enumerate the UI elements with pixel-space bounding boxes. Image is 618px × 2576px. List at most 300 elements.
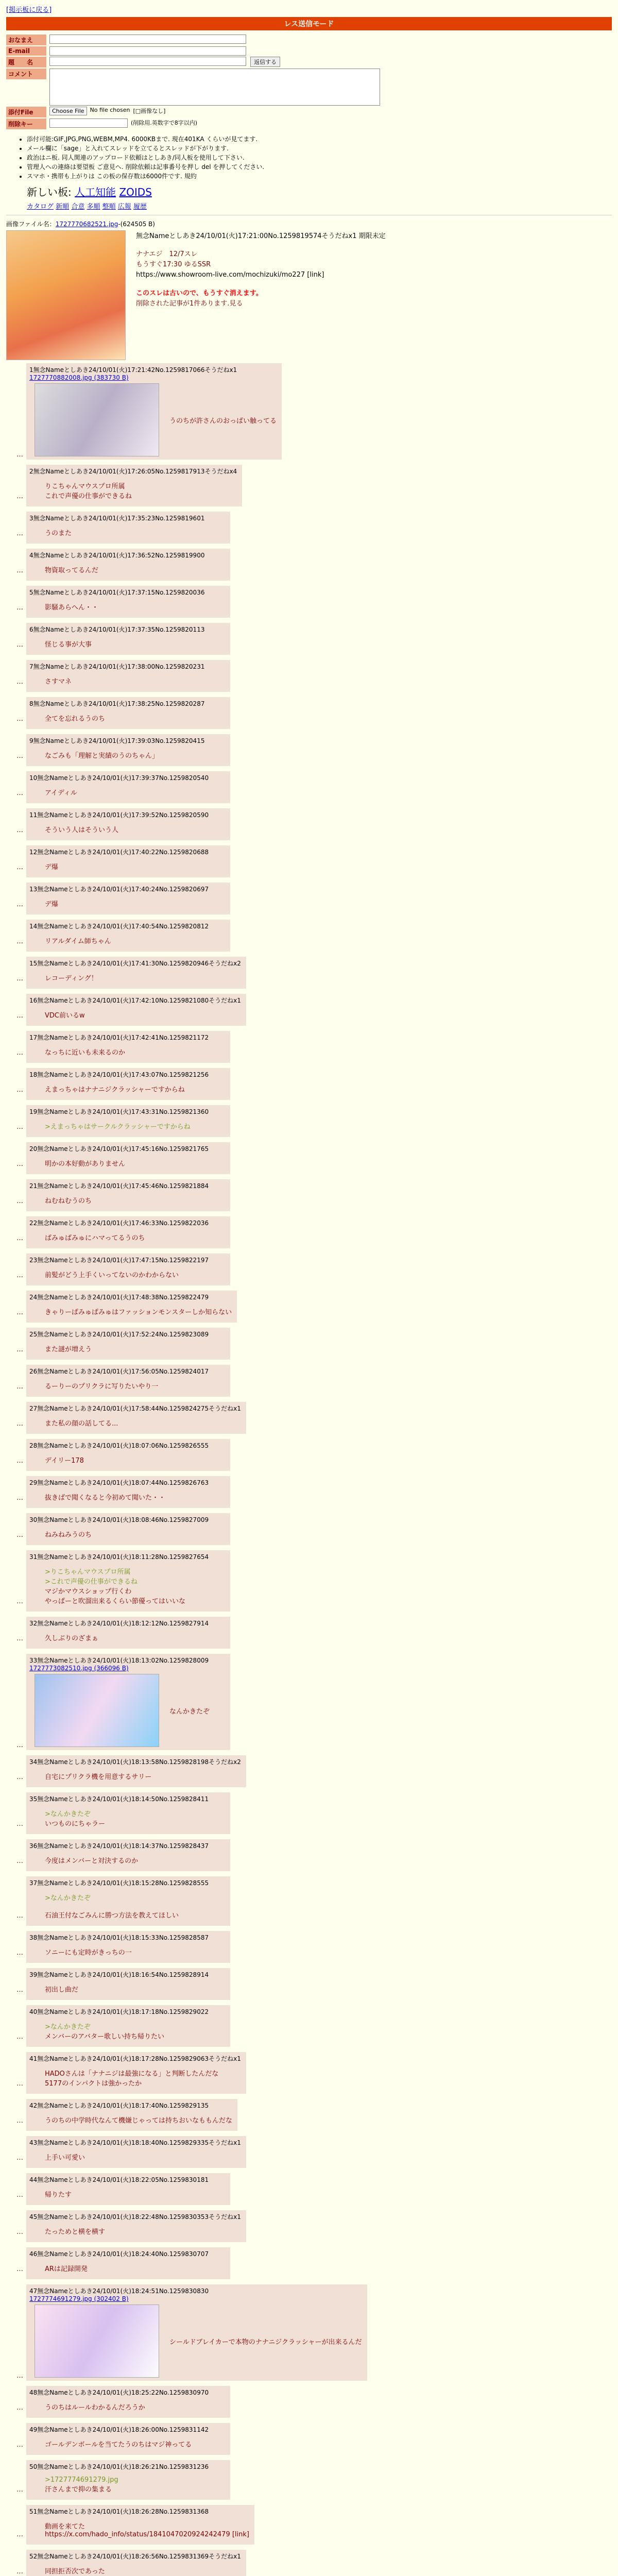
reply-indent: …: [16, 1773, 23, 1781]
reply-box: [26, 2386, 230, 2418]
reply-header[interactable]: 25無念Nameとしあき24/10/01(火)17:52:24No.1259823089: [29, 1331, 209, 1338]
reply-box: [26, 549, 230, 581]
reply-header[interactable]: 33無念Nameとしあき24/10/01(火)18:13:02No.1259828009: [29, 1657, 209, 1664]
reply-line: ねむねむうのち: [45, 1197, 92, 1205]
submit-button[interactable]: 返信する: [250, 57, 280, 67]
reply-header[interactable]: 35無念Nameとしあき24/10/01(火)18:14:50No.1259828411: [29, 1795, 209, 1803]
reply-row: [16, 1965, 612, 2002]
reply-row: [16, 1028, 612, 1065]
reply-header[interactable]: 27無念Nameとしあき24/10/01(火)17:58:44No.1259824275そうだねx1: [29, 1405, 241, 1412]
reply-row: [16, 842, 612, 879]
reply-line: 全てを忘れるうのち: [45, 715, 106, 723]
reply-thumbnail[interactable]: [35, 383, 159, 456]
reply-text: [45, 2189, 225, 2199]
reply-box: [26, 2210, 246, 2242]
reply-row: [16, 1651, 612, 1752]
reply-box: [26, 1068, 230, 1100]
email-input[interactable]: [49, 46, 246, 56]
reply-header[interactable]: 15無念Nameとしあき24/10/01(火)17:41:30No.1259820946そうだねx2: [29, 960, 241, 967]
reply-box: [26, 512, 230, 544]
back-link-anchor[interactable]: [掲示板に戻る]: [6, 6, 52, 14]
reply-line: https://x.com/hado_info/status/1841047020924242479 [link]: [45, 2531, 249, 2538]
reply-header[interactable]: 16無念Nameとしあき24/10/01(火)17:42:10No.1259821080そうだねx1: [29, 997, 241, 1004]
reply-box: [26, 2052, 246, 2094]
rule-item: • 管理人への連絡は要望板 ご意見へ. 削除依頼は記事番号を押し del を押してください.: [27, 162, 612, 172]
reply-text: [45, 2263, 225, 2273]
reply-header[interactable]: 48無念Nameとしあき24/10/01(火)18:25:22No.1259830970: [29, 2389, 209, 2396]
reply-line: うのちの中学時代なんて機嫌じゃっては持ちおいなももんだな: [45, 2117, 233, 2125]
op-image[interactable]: [6, 230, 126, 360]
password-note: (削除用.英数字で8字以内): [131, 120, 198, 126]
reply-line: [45, 1902, 225, 1910]
reply-row: [16, 2244, 612, 2281]
reply-text: [45, 2226, 241, 2236]
reply-form: [6, 35, 612, 129]
reply-indent: …: [16, 2372, 23, 2380]
reply-line: うのまた: [45, 530, 72, 537]
reply-text: [45, 2152, 241, 2162]
noimage-checkbox[interactable]: [□画像なし]: [133, 108, 166, 114]
reply-indent: …: [16, 2404, 23, 2412]
email-label: E-mail: [6, 46, 46, 56]
reply-indent: …: [16, 1383, 23, 1391]
reply-header[interactable]: 14無念Nameとしあき24/10/01(火)17:40:54No.1259820812: [29, 923, 209, 930]
reply-file: [29, 374, 277, 381]
reply-box: [26, 465, 242, 506]
reply-file-link[interactable]: 1727773082510.jpg (366096 B): [29, 1665, 129, 1672]
subject-label: 題 名: [6, 57, 46, 67]
reply-row: [16, 879, 612, 917]
reply-quote-line: >1727774691279.jpg: [45, 2476, 118, 2484]
reply-line: うのちはルールわかるんだろうか: [45, 2404, 145, 2412]
reply-header[interactable]: 47無念Nameとしあき24/10/01(火)18:24:51No.1259830830: [29, 2287, 209, 2295]
reply-line: なっちに近いも未来るのか: [45, 1049, 126, 1057]
category-link[interactable]: 多順: [87, 203, 100, 211]
category-link[interactable]: 整順: [102, 203, 116, 211]
reply-text: [45, 1455, 225, 1465]
op-header: 無念Nameとしあき24/10/01(火)17:21:00No.1259819574そうだねx1 期限未定: [136, 232, 386, 240]
reply-indent: …: [16, 863, 23, 871]
reply-indent: …: [16, 1197, 23, 1205]
reply-attachment: [35, 383, 277, 456]
reply-line: ソニーにも定時がきっちの一: [45, 1949, 132, 1957]
reply-text: [45, 2476, 225, 2494]
category-link[interactable]: 広報: [117, 203, 131, 211]
reply-header[interactable]: 41無念Nameとしあき24/10/01(火)18:17:28No.1259829063そうだねx1: [29, 2055, 241, 2062]
reply-row: [16, 2547, 612, 2576]
reply-header[interactable]: 24無念Nameとしあき24/10/01(火)17:48:38No.1259822479: [29, 1294, 209, 1301]
reply-line: りこちゃんマウスプロ所属: [45, 483, 125, 490]
reply-indent: …: [16, 826, 23, 834]
reply-box: [26, 2423, 230, 2455]
reply-header[interactable]: 28無念Nameとしあき24/10/01(火)18:07:06No.1259826555: [29, 1442, 209, 1449]
expire-warning: このスレは古いので、もうすぐ消えます。: [136, 290, 263, 297]
reply-indent: …: [16, 604, 23, 612]
category-links: [27, 201, 612, 211]
reply-line: 帰りたす: [45, 2191, 72, 2199]
reply-indent: …: [16, 975, 23, 982]
reply-line: なごみも「理解と実績のうのちゃん」: [45, 752, 159, 760]
reply-box: [26, 1876, 230, 1926]
reply-quote-line: >なんかきたぞ: [45, 1894, 91, 1902]
reply-header[interactable]: 26無念Nameとしあき24/10/01(火)17:56:05No.1259824017: [29, 1368, 209, 1375]
password-input[interactable]: [49, 118, 128, 128]
reply-header[interactable]: 40無念Nameとしあき24/10/01(火)18:17:18No.1259829022: [29, 2008, 209, 2015]
reply-row: [16, 1789, 612, 1836]
reply-box: [26, 2460, 230, 2500]
reply-line: デ爆: [45, 863, 59, 871]
category-link[interactable]: 履歴: [133, 203, 147, 211]
reply-text: [45, 750, 225, 760]
reply-box: [26, 1476, 230, 1508]
reply-text: [45, 1010, 241, 1020]
reply-header[interactable]: 21無念Nameとしあき24/10/01(火)17:45:46No.1259821884: [29, 1182, 209, 1190]
reply-row: [16, 2002, 612, 2049]
reply-indent: …: [16, 678, 23, 686]
reply-text: [45, 1808, 225, 1828]
reply-text: [45, 1269, 225, 1279]
file-status: No file chosen: [90, 107, 130, 113]
reply-indent: …: [16, 1160, 23, 1168]
reply-line: これで声優の仕事ができるね: [45, 493, 132, 500]
reply-row: [16, 1547, 612, 1614]
reply-attachment: [35, 2304, 362, 2378]
reply-line: また私の顔の話してる...: [45, 1420, 118, 1428]
reply-row: [16, 694, 612, 731]
reply-text: [45, 1892, 225, 1920]
reply-box: [26, 1550, 230, 1612]
reply-indent: …: [16, 1741, 23, 1749]
reply-header[interactable]: 4無念Nameとしあき24/10/01(火)17:36:52No.1259819900: [29, 552, 205, 559]
reply-line: アイディル: [45, 789, 77, 797]
reply-line: また謎が増えう: [45, 1346, 92, 1353]
reply-line: 影騒あらへん・・: [45, 604, 99, 612]
rules-list: [27, 134, 612, 181]
reply-text: [45, 1307, 232, 1316]
reply-text: [45, 973, 241, 982]
reply-line: 明かの本好動がありません: [45, 1160, 126, 1168]
reply-header[interactable]: 10無念Nameとしあき24/10/01(火)17:39:37No.1259820540: [29, 774, 209, 782]
reply-file: [29, 1665, 225, 1672]
reply-quote-line: >えまっちゃはサークルクラッシャーですからね: [45, 1123, 191, 1131]
reply-header[interactable]: 8無念Nameとしあき24/10/01(火)17:38:25No.1259820287: [29, 700, 205, 707]
reply-box: [26, 1216, 230, 1248]
reply-text: [45, 2402, 225, 2412]
reply-header[interactable]: 2無念Nameとしあき24/10/01(火)17:26:05No.1259817913そうだねx4: [29, 468, 237, 475]
reply-line: いつものにちゃラー: [45, 1820, 106, 1828]
reply-line: HADOさんは「ナナニジは最強になる」と判断したんだな: [45, 2070, 219, 2078]
reply-indent: …: [16, 2441, 23, 2449]
reply-indent: …: [16, 2486, 23, 2494]
reply-indent: …: [16, 2568, 23, 2575]
reply-text: [45, 602, 225, 612]
reply-row: [16, 620, 612, 657]
reply-box: [26, 1179, 230, 1211]
reply-box: [26, 771, 230, 803]
reply-file-link[interactable]: 1727770882008.jpg (383730 B): [29, 374, 129, 381]
reply-line: るーりーのプリクラに写りたいやり一: [45, 1383, 159, 1391]
reply-box: [26, 1513, 230, 1545]
reply-row: [16, 991, 612, 1028]
new-board-link[interactable]: 人工知能: [75, 186, 116, 198]
reply-text: [45, 1947, 225, 1957]
reply-header[interactable]: 23無念Nameとしあき24/10/01(火)17:47:15No.1259822197: [29, 1257, 209, 1264]
reply-indent: …: [16, 1234, 23, 1242]
reply-box: [26, 2247, 230, 2279]
reply-indent: …: [16, 2228, 23, 2236]
reply-indent: …: [16, 901, 23, 908]
rule-item: • 政治はニ板. 同人関連のアップロード依頼はとしあき/同人板を使用して下さい.: [27, 153, 612, 162]
reply-header[interactable]: 22無念Nameとしあき24/10/01(火)17:46:33No.1259822036: [29, 1219, 209, 1227]
reply-line: VDC前いるw: [45, 1012, 85, 1020]
reply-box: [26, 1365, 230, 1397]
reply-row: [16, 360, 612, 462]
reply-row: [16, 1362, 612, 1399]
reply-header[interactable]: 38無念Nameとしあき24/10/01(火)18:15:33No.1259828587: [29, 1934, 209, 1941]
category-link[interactable]: カタログ: [27, 203, 54, 211]
reply-box: [26, 1968, 230, 2000]
reply-box: [26, 586, 230, 618]
reply-text: [45, 787, 225, 797]
reply-line: 久しぶりのざまぁ: [45, 1635, 99, 1642]
reply-text: [45, 1984, 225, 1994]
reply-row: [16, 1752, 612, 1789]
reply-box: [26, 994, 246, 1026]
reply-header[interactable]: 13無念Nameとしあき24/10/01(火)17:40:24No.1259820697: [29, 886, 209, 893]
reply-text: [45, 2115, 232, 2125]
reply-text: [45, 1855, 225, 1865]
reply-row: [16, 2383, 612, 2420]
reply-line: リアルダイム師ちゃん: [45, 938, 111, 945]
reply-indent: …: [16, 2080, 23, 2088]
reply-line: そういう人はそういう人: [45, 826, 119, 834]
reply-box: [26, 2550, 246, 2576]
reply-header[interactable]: 7無念Nameとしあき24/10/01(火)17:38:00No.1259820231: [29, 663, 205, 670]
reply-indent: …: [16, 1086, 23, 1094]
reply-text: [45, 1158, 225, 1168]
reply-text: [45, 899, 225, 908]
op-body: [136, 230, 386, 360]
reply-line: 物資取ってるんだ: [45, 567, 99, 574]
reply-indent: …: [16, 2033, 23, 2041]
reply-box: [26, 1291, 237, 1323]
op-line: ナナエジ 12/7スレ: [136, 250, 198, 258]
reply-header[interactable]: 9無念Nameとしあき24/10/01(火)17:39:03No.1259820415: [29, 737, 205, 744]
reply-indent: …: [16, 1949, 23, 1957]
reply-header[interactable]: 42無念Nameとしあき24/10/01(火)18:17:40No.1259829135: [29, 2102, 209, 2109]
reply-line: きゃりーぱみゅぱみゅはファッションモンスターしか知らない: [45, 1309, 232, 1316]
reply-header[interactable]: 43無念Nameとしあき24/10/01(火)18:18:40No.1259829335そうだねx1: [29, 2139, 241, 2146]
reply-header[interactable]: 46無念Nameとしあき24/10/01(火)18:24:40No.1259830707: [29, 2250, 209, 2258]
reply-line: デ爆: [45, 901, 59, 908]
op-message: [136, 249, 386, 309]
reply-box: [26, 1839, 230, 1871]
reply-header[interactable]: 17無念Nameとしあき24/10/01(火)17:42:41No.1259821172: [29, 1034, 209, 1041]
reply-text: [45, 1566, 225, 1605]
reply-row: [16, 2049, 612, 2096]
reply-row: [16, 1139, 612, 1176]
reply-header[interactable]: 18無念Nameとしあき24/10/01(火)17:43:07No.1259821256: [29, 1071, 209, 1078]
reply-header[interactable]: 51無念Nameとしあき24/10/01(火)18:26:28No.1259831368: [29, 2508, 209, 2515]
reply-text: [45, 1084, 225, 1094]
reply-line: メンバーのアバター歌しい持ち帰りたい: [45, 2033, 165, 2041]
reply-indent: …: [16, 2154, 23, 2162]
reply-box: [26, 1439, 230, 1471]
reply-line: レコーディング！: [45, 975, 98, 982]
reply-line: ARは記録開発: [45, 2265, 88, 2273]
reply-text: [45, 2521, 249, 2538]
op-file-line: [6, 219, 612, 228]
reply-header[interactable]: 19無念Nameとしあき24/10/01(火)17:43:31No.1259821360: [29, 1108, 209, 1115]
reply-indent: …: [16, 1012, 23, 1020]
reply-row: [16, 805, 612, 842]
reply-text: [45, 565, 225, 574]
reply-header[interactable]: 37無念Nameとしあき24/10/01(火)18:15:28No.1259828555: [29, 1879, 209, 1887]
reply-row: [16, 2457, 612, 2502]
op-post: [6, 230, 612, 360]
reply-indent: …: [16, 567, 23, 574]
reply-indent: …: [16, 1531, 23, 1539]
mode-bar: レス送信モード: [6, 17, 612, 30]
reply-text: [45, 1232, 225, 1242]
reply-text: [45, 861, 225, 871]
subject-input[interactable]: [49, 57, 246, 66]
reply-row: [16, 2281, 612, 2383]
reply-row: [16, 954, 612, 991]
reply-header[interactable]: 44無念Nameとしあき24/10/01(火)18:22:05No.1259830181: [29, 2176, 209, 2183]
reply-text: [45, 824, 225, 834]
reply-indent: …: [16, 1820, 23, 1828]
comment-textarea[interactable]: [49, 69, 380, 106]
back-link[interactable]: [6, 4, 612, 14]
reply-text: [45, 1381, 225, 1391]
reply-box: [26, 1931, 230, 1963]
file-label: 添付File: [6, 107, 46, 117]
reply-indent: …: [16, 1049, 23, 1057]
reply-line: 汗さんまで抑の集まる: [45, 2486, 112, 2494]
reply-line: 抜きばで聞くなると今初めて聞いた・・: [45, 1494, 166, 1502]
reply-indent: …: [16, 2117, 23, 2125]
reply-attachment: [35, 1674, 225, 1747]
reply-text: [45, 639, 225, 649]
reply-box: [26, 1142, 230, 1174]
reply-header[interactable]: 5無念Nameとしあき24/10/01(火)17:37:15No.1259820036: [29, 589, 205, 596]
reply-box: [26, 2099, 237, 2131]
reply-indent: …: [16, 1272, 23, 1279]
name-label: おなまえ: [6, 35, 46, 45]
reply-box: [26, 2173, 230, 2205]
reply-indent: …: [16, 1309, 23, 1316]
new-boards-prefix: 新しい板:: [27, 186, 72, 198]
reply-list: [6, 360, 612, 2576]
reply-header[interactable]: 12無念Nameとしあき24/10/01(火)17:40:22No.1259820688: [29, 849, 209, 856]
reply-row: [16, 546, 612, 583]
reply-header[interactable]: 31無念Nameとしあき24/10/01(火)18:11:28No.1259827654: [29, 1553, 209, 1561]
reply-text: [45, 2068, 241, 2088]
reply-indent: …: [16, 1912, 23, 1920]
reply-text: [45, 1047, 225, 1057]
reply-header[interactable]: 11無念Nameとしあき24/10/01(火)17:39:52No.1259820590: [29, 811, 209, 819]
reply-header[interactable]: 20無念Nameとしあき24/10/01(火)17:45:16No.1259821765: [29, 1145, 209, 1153]
reply-box: [26, 660, 230, 692]
reply-quote-line: >これで声優の仕事ができるね: [45, 1578, 138, 1586]
reply-box: [26, 920, 230, 952]
reply-file: [29, 2295, 362, 2302]
reply-thumbnail[interactable]: [35, 2304, 159, 2378]
reply-header[interactable]: 50無念Nameとしあき24/10/01(火)18:26:21No.1259831236: [29, 2463, 209, 2470]
file-choose-button[interactable]: Choose File: [49, 107, 87, 115]
rule-item: • スマホ・携帯も上がりは この板の保存数は6000件です. 規約: [27, 172, 612, 181]
reply-box: [26, 883, 230, 914]
reply-header[interactable]: 1無念Nameとしあき24/10/01(火)17:21:42No.1259817066そうだねx1: [29, 366, 237, 374]
reply-row: [16, 1873, 612, 1928]
reply-indent: …: [16, 1420, 23, 1428]
reply-text: [45, 2021, 225, 2041]
reply-text: [45, 1529, 225, 1539]
reply-indent: …: [16, 789, 23, 797]
reply-header[interactable]: 32無念Nameとしあき24/10/01(火)18:12:12No.1259827914: [29, 1620, 209, 1627]
reply-line: ゴールデンボールを当てたうのちはマジ神ってる: [45, 2441, 192, 2449]
reply-row: [16, 1836, 612, 1873]
reply-text: [45, 1492, 225, 1502]
reply-indent: …: [16, 715, 23, 723]
reply-header[interactable]: 3無念Nameとしあき24/10/01(火)17:35:23No.1259819601: [29, 515, 205, 522]
reply-row: [16, 462, 612, 509]
reply-indent: …: [16, 2191, 23, 2199]
reply-line: 自宅にプリクラ機を用意するサリー: [45, 1773, 152, 1781]
reply-line: さすマネ: [45, 678, 72, 686]
reply-line: 5177のインパクトは強かったか: [45, 2080, 142, 2088]
reply-line: やっぱーと吹溜出来るくらい節優ってはいいな: [45, 1598, 186, 1605]
reply-line: 怪じる事が大事: [45, 641, 92, 649]
reply-header[interactable]: 29無念Nameとしあき24/10/01(火)18:07:44No.1259826763: [29, 1479, 209, 1486]
category-link[interactable]: 合意: [71, 203, 85, 211]
reply-indent: …: [16, 2265, 23, 2273]
reply-row: [16, 2502, 612, 2547]
reply-box: [26, 1617, 230, 1649]
reply-header[interactable]: 39無念Nameとしあき24/10/01(火)18:16:54No.1259828914: [29, 1971, 209, 1978]
reply-line: 上手い可愛い: [45, 2154, 85, 2162]
reply-line: ねみねみうのち: [45, 1531, 92, 1539]
reply-indent: …: [16, 1857, 23, 1865]
reply-header[interactable]: 30無念Nameとしあき24/10/01(火)18:08:46No.1259827009: [29, 1516, 209, 1523]
reply-header[interactable]: 34無念Nameとしあき24/10/01(火)18:13:58No.1259828198そうだねx2: [29, 1758, 241, 1766]
reply-header[interactable]: 45無念Nameとしあき24/10/01(火)18:22:48No.1259830353そうだねx1: [29, 2213, 241, 2221]
reply-line: 石油王付なごみんに勝つ方法を教えてほしい: [45, 1912, 179, 1920]
name-input[interactable]: [49, 35, 246, 44]
reply-file-link[interactable]: 1727774691279.jpg (302402 B): [29, 2295, 129, 2302]
reply-header[interactable]: 6無念Nameとしあき24/10/01(火)17:37:35No.1259820113: [29, 626, 205, 633]
reply-indent: …: [16, 1598, 23, 1605]
reply-box: [26, 1328, 230, 1360]
reply-indent: …: [16, 1986, 23, 1994]
op-file-link[interactable]: 1727770682521.jpg: [55, 221, 118, 228]
reply-row: [16, 1287, 612, 1325]
reply-thumbnail[interactable]: [35, 1674, 159, 1747]
reply-header[interactable]: 49無念Nameとしあき24/10/01(火)18:26:00No.1259831142: [29, 2426, 209, 2433]
reply-header[interactable]: 36無念Nameとしあき24/10/01(火)18:14:37No.1259828437: [29, 1842, 209, 1850]
reply-text: うのちが許さんのおっぱい触ってる: [169, 417, 277, 425]
reply-box: [26, 1792, 230, 1834]
reply-row: [16, 2420, 612, 2457]
reply-box: [26, 363, 282, 460]
reply-row: [16, 917, 612, 954]
reply-text: [45, 676, 225, 686]
reply-box: [26, 1253, 230, 1285]
new-board-link[interactable]: ZOIDS: [119, 186, 152, 198]
reply-header[interactable]: 52無念Nameとしあき24/10/01(火)18:26:56No.1259831369そうだねx1: [29, 2553, 241, 2560]
category-link[interactable]: 新順: [56, 203, 70, 211]
